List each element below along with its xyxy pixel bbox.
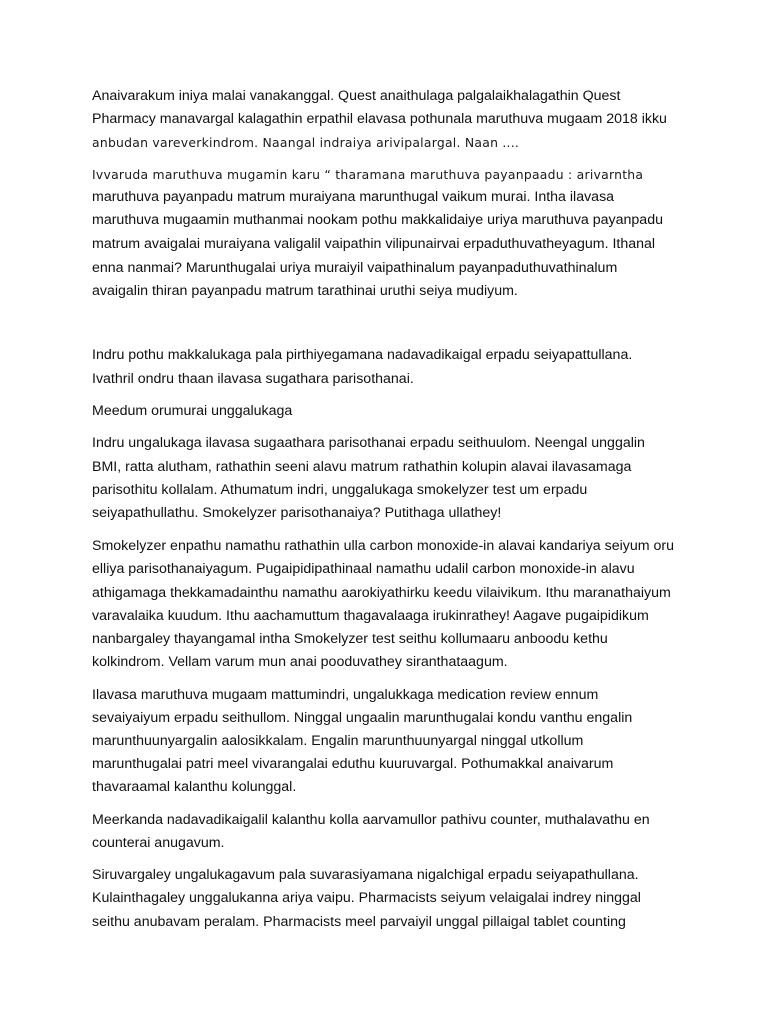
text-line: nanbargaley thayangamal intha Smokelyzer test seithu kollumaaru anboodu kethu (92, 631, 608, 647)
text-line: sevaiyaiyum erpadu seithullom. Ninggal ungaalin marunthugalai kondu vanthu engalin (92, 710, 633, 726)
text-line: Siruvargaley ungalukagavum pala suvarasiyamana nigalchigal erpadu seiyapathullana. (92, 867, 639, 883)
text-line: Ilavasa maruthuva mugaam mattumindri, ungalukkaga medication review ennum (92, 687, 599, 703)
text-line: Ivvaruda maruthuva mugamin karu “ tharamana maruthuva payanpaadu : arivarntha (92, 167, 644, 182)
text-line: kolkindrom. Vellam varum mun anai pooduvathey siranthataagum. (92, 654, 508, 670)
text-line: maruthuva payanpadu matrum muraiyana marunthugal vaikum murai. Intha ilavasa (92, 189, 615, 205)
text-line: Indru pothu makkalukaga pala pirthiyegamana nadavadikaigal erpadu seiyapattullana. (92, 347, 633, 363)
text-line: enna nanmai? Marunthugalai uriya muraiyil vaipathinalum payanpaduthuvathinalum (92, 260, 618, 276)
text-line: BMI, ratta alutham, rathathin seeni alavu matrum rathathin kolupin alavai ilavasamaga (92, 459, 632, 475)
text-line: Meedum orumurai unggalukaga (92, 403, 293, 419)
text-line: Anaivarakum iniya malai vanakanggal. Quest anaithulaga palgalaikhalagathin Quest (92, 88, 621, 104)
text-line: Pharmacy manavargal kalagathin erpathil elavasa pothunala maruthuva mugaam 2018 ikku (92, 111, 667, 127)
text-line: varavalaika kuudum. Ithu aachamuttum thagavalaaga irukinrathey! Aagave pugaipidikum (92, 608, 649, 624)
text-line: seithu anubavam peralam. Pharmacists meel parvaiyil unggal pillaigal tablet counting (92, 914, 626, 930)
text-line: Kulainthagaley unggalukanna ariya vaipu. Pharmacists seiyum velaigalai indrey ninggal (92, 890, 641, 906)
text-line: Ivathril ondru thaan ilavasa sugathara parisothanai. (92, 371, 414, 387)
text-line: marunthuunyargalin aalosikkalam. Engalin marunthuunyargal ninggal utkollum (92, 733, 584, 749)
text-line: maruthuva mugaamin muthanmai nookam pothu makkalidaiye uriya maruthuva payanpadu (92, 212, 663, 228)
text-line: Smokelyzer enpathu namathu rathathin ulla carbon monoxide-in alavai kandariya seiyum oru (92, 538, 675, 554)
text-line: parisothitu kollalam. Athumatum indri, unggalukaga smokelyzer test um erpadu (92, 482, 588, 498)
text-line: matrum avaigalai muraiyana valigalil vaipathin vilipunairvai erpaduthuvatheyagum. Ithanal (92, 236, 656, 252)
text-line: seiyapathullathu. Smokelyzer parisothanaiya? Putithaga ullathey! (92, 505, 502, 521)
text-line: counterai anugavum. (92, 835, 225, 851)
text-line: athigamaga thekkamadainthu namathu aarokiyathirku keedu vilaivikum. Ithu maranathaiyum (92, 585, 671, 601)
text-line: Indru ungalukaga ilavasa sugaathara parisothanai erpadu seithuulom. Neengal unggalin (92, 435, 645, 451)
text-line: marunthugalai patri meel vivarangalai eduthu kuuruvargal. Pothumakkal anaivarum (92, 756, 614, 772)
text-line: anbudan vareverkindrom. Naangal indraiya arivipalargal. Naan .... (92, 135, 520, 150)
text-line: avaigalin thiran payanpadu matrum tarathinai uruthi seiya mudiyum. (92, 283, 518, 299)
text-line: Meerkanda nadavadikaigalil kalanthu kolla aarvamullor pathivu counter, muthalavathu en (92, 812, 650, 828)
text-line: elliya parisothanaiyagum. Pugaipidipathinaal namathu udalil carbon monoxide-in alavu (92, 561, 635, 577)
text-line: thavaraamal kalanthu kolunggal. (92, 779, 297, 795)
